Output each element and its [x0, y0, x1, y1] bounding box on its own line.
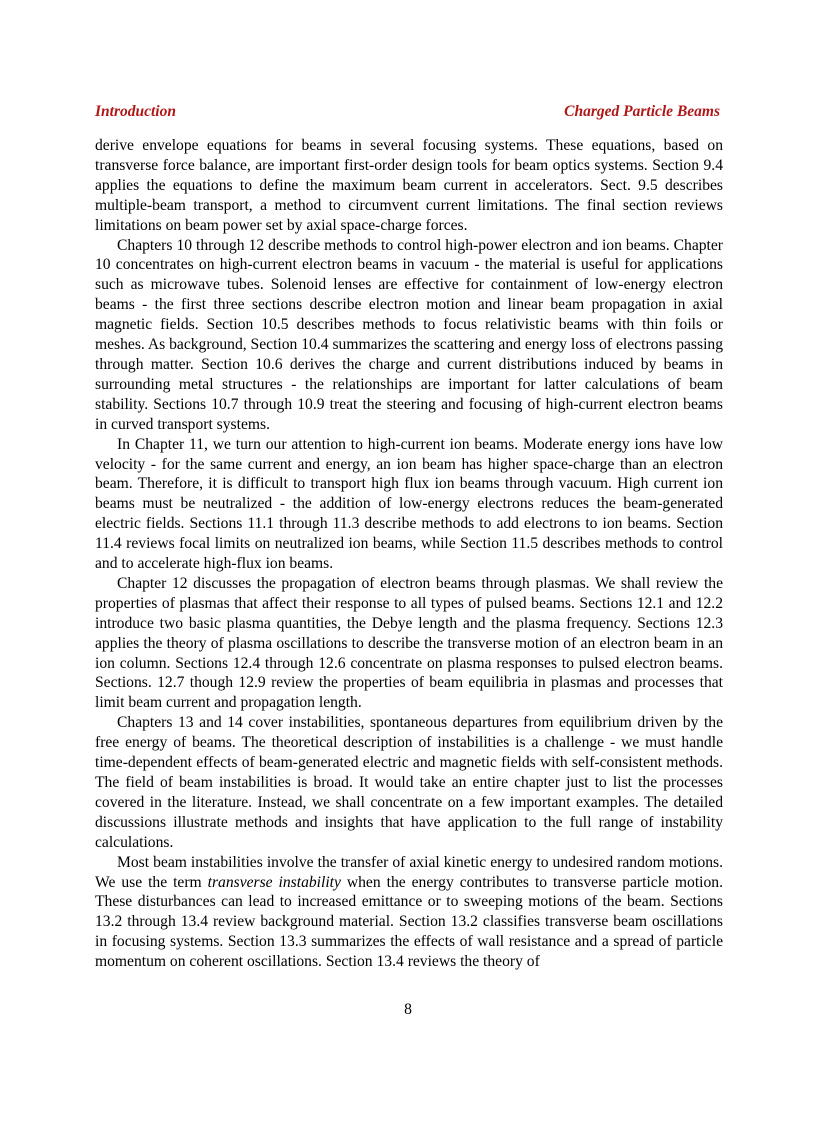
body-text: [95, 136, 723, 972]
running-header: [95, 103, 720, 123]
paragraph: Chapters 10 through 12 describe methods to control high-power electron and ion beams. Chapter 10 concentrates on high-current electron beams in vacuum - the material is useful for applications such as microwave tubes. Solenoid lenses are effective for containment of low-energy electron beams - the first three sections describe electron motion and linear beam propagation in axial magnetic fields. Section 10.5 describes methods to focus relativistic beams with thin foils or meshes. As background, Section 10.4 summarizes the scattering and energy loss of electrons passing through matter. Section 10.6 derives the charge and current distributions induced by beams in surrounding metal structures - the relationships are important for latter calculations of beam stability. Sections 10.7 through 10.9 treat the steering and focusing of high-current electron beams in curved transport systems.: [95, 236, 723, 433]
italic-term: transverse instability: [207, 873, 341, 891]
paragraph: Chapters 13 and 14 cover instabilities, spontaneous departures from equilibrium driven by the free energy of beams. The theoretical description of instabilities is a challenge - we must handle time-dependent effects of beam-generated electric and magnetic fields with self-consistent methods. The field of beam instabilities is broad. It would take an entire chapter just to list the processes covered in the literature. Instead, we shall concentrate on a few important examples. The detailed discussions illustrate methods and insights that have application to the full range of instability calculations.: [95, 714, 723, 851]
header-book-title: Charged Particle Beams: [564, 103, 720, 120]
paragraph: [95, 853, 723, 972]
paragraph-text: when the energy contributes to transverse particle motion. These disturbances can lead to increased emittance or to sweeping motions of the beam. Sections 13.2 through 13.4 review background material. Section 13.2 classifies transverse beam oscillations in focusing systems. Section 13.3 summarizes the effects of wall resistance and a spread of particle momentum on coherent oscillations. Section 13.4 reviews the theory of: [95, 873, 723, 971]
paragraph: In Chapter 11, we turn our attention to high-current ion beams. Moderate energy ions have low velocity - for the same current and energy, an ion beam has higher space-charge than an electron beam. Therefore, it is difficult to transport high flux ion beams through vacuum. High current ion beams must be neutralized - the addition of low-energy electrons reduces the beam-generated electric fields. Sections 11.1 through 11.3 describe methods to add electrons to ion beams. Section 11.4 reviews focal limits on neutralized ion beams, while Section 11.5 describes methods to control and to accelerate high-flux ion beams.: [95, 435, 723, 573]
paragraph: Chapter 12 discusses the propagation of electron beams through plasmas. We shall review the properties of plasmas that affect their response to all types of pulsed beams. Sections 12.1 and 12.2 introduce two basic plasma quantities, the Debye length and the plasma frequency. Sections 12.3 applies the theory of plasma oscillations to describe the transverse motion of an electron beam in an ion column. Sections 12.4 through 12.6 concentrate on plasma responses to pulsed electron beams. Sections. 12.7 though 12.9 review the properties of beam equilibria in plasmas and processes that limit beam current and propagation length.: [95, 574, 723, 712]
paragraph-continued: derive envelope equations for beams in several focusing systems. These equations, based on transverse force balance, are important first-order design tools for beam optics systems. Section 9.4 applies the equations to define the maximum beam current in accelerators. Sect. 9.5 describes multiple-beam transport, a method to circumvent current limitations. The final section reviews limitations on beam power set by axial space-charge forces.: [95, 137, 723, 234]
paragraph-text: Most beam instabilities involve the transfer of axial kinetic energy to undesired random motions. We use the term: [95, 853, 723, 891]
header-chapter-title: Introduction: [95, 103, 176, 120]
page-number: 8: [404, 1001, 412, 1018]
